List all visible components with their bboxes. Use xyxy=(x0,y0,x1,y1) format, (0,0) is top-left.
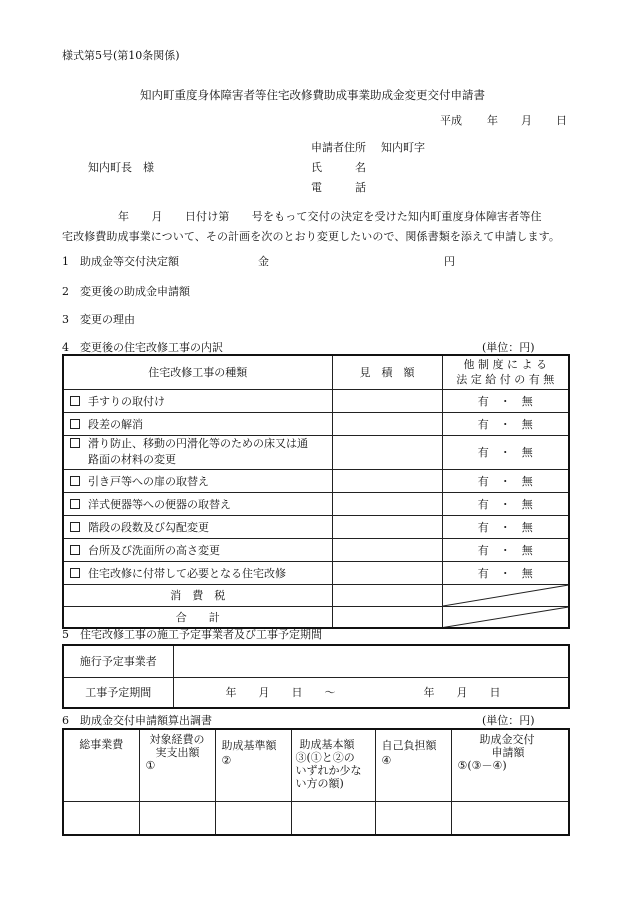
checkbox-step[interactable] xyxy=(70,419,80,429)
tax-label: 消 費 税 xyxy=(63,584,332,606)
application-amount-input[interactable] xyxy=(451,801,569,835)
period-cell[interactable]: 年 月 日 ～ 年 月 日 xyxy=(173,677,569,708)
item4-label: 4 変更後の住宅改修工事の内訳 xyxy=(62,341,223,354)
table-row xyxy=(63,538,569,561)
yesno-cell[interactable]: 有 ・ 無 xyxy=(442,435,569,469)
phone-label-2: 話 xyxy=(355,181,366,194)
checkbox-toilet[interactable] xyxy=(70,499,80,509)
table-row xyxy=(63,435,569,469)
total-slash-cell xyxy=(442,606,569,628)
basic-amount-input[interactable] xyxy=(291,801,375,835)
yesno-cell[interactable]: 有 ・ 無 xyxy=(442,561,569,584)
estimate-cell[interactable] xyxy=(332,492,442,515)
row-label: 手すりの取付け xyxy=(88,394,165,408)
date-day: 日 xyxy=(556,114,567,127)
checkbox-stairs[interactable] xyxy=(70,522,80,532)
checkbox-door[interactable] xyxy=(70,476,80,486)
col6-line1: 助成金交付 xyxy=(479,733,535,746)
yesno-cell[interactable]: 有 ・ 無 xyxy=(442,538,569,561)
date-era: 平成 xyxy=(440,114,462,127)
date-month: 月 xyxy=(521,114,532,127)
col6-line2: 申請額 xyxy=(491,746,525,759)
yesno-cell[interactable]: 有 ・ 無 xyxy=(442,515,569,538)
date-year: 年 xyxy=(487,114,498,127)
contractor-cell[interactable] xyxy=(173,645,569,677)
col4-line4: い方の額) xyxy=(295,777,344,790)
subsidy-calc-table xyxy=(62,728,570,836)
contractor-period-table xyxy=(62,644,570,709)
col4-line3: いずれか少な xyxy=(295,764,362,777)
item2-label: 2 変更後の助成金申請額 xyxy=(62,285,190,298)
item3-label: 3 変更の理由 xyxy=(62,313,135,326)
item1-unit: 円 xyxy=(444,255,455,268)
header-estimate: 見 積 額 xyxy=(332,355,442,389)
diagonal-slash xyxy=(443,607,569,628)
item1-currency: 金 xyxy=(258,255,269,268)
yesno-cell[interactable]: 有 ・ 無 xyxy=(442,412,569,435)
table-row xyxy=(63,492,569,515)
applicant-address-value: 知内町字 xyxy=(381,141,425,154)
item4-unit: (単位：円) xyxy=(482,341,535,354)
row-label: 階段の段数及び勾配変更 xyxy=(88,520,209,534)
col-self-pay xyxy=(375,729,451,801)
name-label-1: 氏 xyxy=(311,161,322,174)
col-standard-amount xyxy=(215,729,291,801)
table-header-row xyxy=(63,355,569,389)
col3-line2: ② xyxy=(221,754,232,767)
col2-line3: ① xyxy=(145,759,156,772)
row-label: 住宅改修に付帯して必要となる住宅改修 xyxy=(88,566,286,580)
table-row xyxy=(63,515,569,538)
row-label: 引き戸等への扉の取替え xyxy=(88,474,209,488)
table-row xyxy=(63,561,569,584)
table-row xyxy=(63,469,569,492)
row-label: 洋式便器等への便器の取替え xyxy=(88,497,231,511)
calc-value-row xyxy=(63,801,569,835)
row-label-2: 路面の材料の変更 xyxy=(88,453,176,466)
name-label-2: 名 xyxy=(355,161,366,174)
col5-line1: 自己負担額 xyxy=(381,739,437,752)
col4-line2: ③(①と②の xyxy=(295,751,355,764)
renovation-breakdown-table xyxy=(62,354,570,629)
col-application-amount xyxy=(451,729,569,801)
col4-line1: 助成基本額 xyxy=(299,738,355,751)
document-title: 知内町重度身体障害者等住宅改修費助成事業助成金変更交付申請書 xyxy=(140,88,485,102)
item6-unit: (単位：円) xyxy=(482,714,535,727)
period-label: 工事予定期間 xyxy=(63,677,173,708)
col-total-cost: 総事業費 xyxy=(63,729,139,801)
estimate-cell[interactable] xyxy=(332,515,442,538)
form-number: 様式第5号(第10条関係) xyxy=(62,49,180,62)
col2-line2: 実支出額 xyxy=(155,746,200,759)
col3-line1: 助成基準額 xyxy=(221,739,277,752)
checkbox-floor[interactable] xyxy=(70,438,80,448)
diagonal-slash xyxy=(443,585,569,606)
standard-amount-input[interactable] xyxy=(215,801,291,835)
total-row xyxy=(63,606,569,628)
row-label: 滑り防止、移動の円滑化等のための床又は通 xyxy=(88,437,308,450)
total-amount-cell[interactable] xyxy=(332,606,442,628)
total-label: 合 計 xyxy=(63,606,332,628)
estimate-cell[interactable] xyxy=(332,435,442,469)
col6-line3: ⑤(③－④) xyxy=(457,759,507,772)
self-pay-input[interactable] xyxy=(375,801,451,835)
tax-slash-cell xyxy=(442,584,569,606)
col5-line2: ④ xyxy=(381,754,392,767)
header-benefit-line1: 他 制 度 に よ る xyxy=(463,358,547,372)
row-label: 台所及び洗面所の高さ変更 xyxy=(88,543,220,557)
yesno-cell[interactable]: 有 ・ 無 xyxy=(442,469,569,492)
checkbox-handrail[interactable] xyxy=(70,396,80,406)
contractor-label: 施行予定事業者 xyxy=(63,645,173,677)
body-line-2: 宅改修費助成事業について、その計画を次のとおり変更したいので、関係書類を添えて申請します。 xyxy=(62,230,560,243)
estimate-cell[interactable] xyxy=(332,561,442,584)
body-line-1: 年 月 日付け第 号をもって交付の決定を受けた知内町重度身体障害者等住 xyxy=(118,210,542,223)
table-row xyxy=(63,412,569,435)
col2-line1: 対象経費の xyxy=(149,733,205,746)
col-actual-expense xyxy=(139,729,215,801)
col-basic-amount xyxy=(291,729,375,801)
item5-label: 5 住宅改修工事の施工予定事業者及び工事予定期間 xyxy=(62,628,322,641)
tax-row xyxy=(63,584,569,606)
yesno-cell[interactable]: 有 ・ 無 xyxy=(442,492,569,515)
total-cost-input[interactable] xyxy=(63,801,139,835)
applicant-address-label: 申請者住所 xyxy=(311,141,366,154)
calc-header-row xyxy=(63,729,569,801)
estimate-cell[interactable] xyxy=(332,412,442,435)
checkbox-kitchen[interactable] xyxy=(70,545,80,555)
actual-expense-input[interactable] xyxy=(139,801,215,835)
checkbox-incidental[interactable] xyxy=(70,568,80,578)
tax-amount-cell[interactable] xyxy=(332,584,442,606)
yesno-cell[interactable]: 有 ・ 無 xyxy=(442,389,569,412)
header-work-type: 住宅改修工事の種類 xyxy=(63,355,332,389)
header-benefit-line2: 法 定 給 付 の 有 無 xyxy=(456,373,555,387)
header-benefit xyxy=(442,355,569,389)
addressee: 知内町長 様 xyxy=(88,161,154,174)
estimate-cell[interactable] xyxy=(332,538,442,561)
table-row xyxy=(63,389,569,412)
row-label: 段差の解消 xyxy=(88,417,143,431)
estimate-cell[interactable] xyxy=(332,389,442,412)
estimate-cell[interactable] xyxy=(332,469,442,492)
item6-label: 6 助成金交付申請額算出調書 xyxy=(62,714,212,727)
item1-label: 1 助成金等交付決定額 xyxy=(62,255,179,268)
phone-label-1: 電 xyxy=(311,181,322,194)
